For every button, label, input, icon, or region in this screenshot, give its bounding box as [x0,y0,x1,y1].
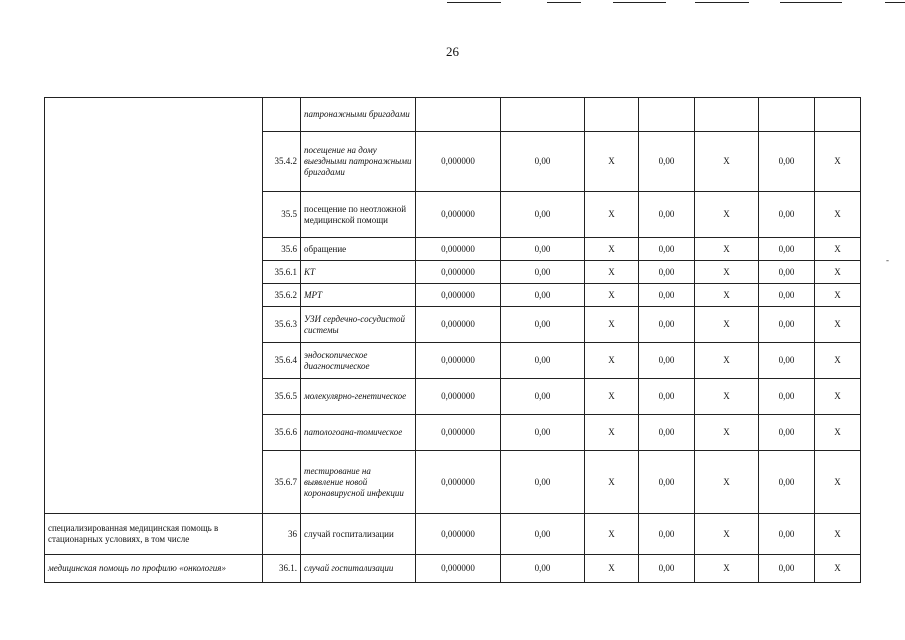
value-cell: 0,00 [501,307,585,343]
unit-name: случай госпитализации [301,555,416,583]
unit-name: обращение [301,238,416,261]
value-cell: X [815,261,861,284]
value-cell: 0,00 [639,307,695,343]
row-number: 35.6.3 [263,307,301,343]
value-cell: 0,00 [639,192,695,238]
page-number: 26 [446,44,459,59]
value-cell: 0,00 [759,379,815,415]
row-number: 35.4.2 [263,132,301,192]
value-cell: X [585,415,639,451]
value-cell: X [815,343,861,379]
value-cell: X [585,192,639,238]
row-number: 36 [263,514,301,555]
unit-name: случай госпитализации [301,514,416,555]
value-cell: X [585,307,639,343]
value-cell: X [695,261,759,284]
value-cell: 0,000000 [416,132,501,192]
value-cell: X [695,238,759,261]
row-number: 35.6.1 [263,261,301,284]
header-rule-2 [547,2,581,3]
value-cell: X [585,238,639,261]
value-cell: 0,00 [639,379,695,415]
value-cell: 0,00 [759,307,815,343]
value-cell: X [585,379,639,415]
value-cell: 0,00 [639,555,695,583]
value-cell [501,98,585,132]
value-cell: 0,000000 [416,555,501,583]
row-number: 35.6.2 [263,284,301,307]
value-cell: 0,000000 [416,307,501,343]
table-row [45,555,861,583]
value-cell: X [585,284,639,307]
value-cell: X [815,132,861,192]
value-cell: 0,00 [639,238,695,261]
value-cell: X [695,415,759,451]
unit-name: эндоскопическое диагностическое [301,343,416,379]
value-cell: X [695,514,759,555]
value-cell: 0,000000 [416,415,501,451]
value-cell: 0,00 [639,451,695,514]
row-number: 35.6.6 [263,415,301,451]
value-cell: X [815,415,861,451]
value-cell: 0,000000 [416,261,501,284]
row-number: 35.6.5 [263,379,301,415]
header-rule-5 [780,2,842,3]
unit-name: КТ [301,261,416,284]
value-cell [639,98,695,132]
value-cell: X [815,192,861,238]
category-cell: специализированная медицинская помощь в стационарных условиях, в том числе [45,514,263,555]
row-number [263,98,301,132]
value-cell: X [695,132,759,192]
unit-name: УЗИ сердечно-сосудистой системы [301,307,416,343]
value-cell: X [585,261,639,284]
header-rule-6 [885,2,905,3]
value-cell: 0,00 [759,555,815,583]
value-cell: X [695,343,759,379]
row-number: 36.1. [263,555,301,583]
unit-name: молекулярно-генетическое [301,379,416,415]
row-number: 35.6 [263,238,301,261]
unit-name: тестирование на выявление новой коронавирусной инфекции [301,451,416,514]
table-row [45,98,861,132]
value-cell: 0,00 [501,284,585,307]
value-cell: X [695,451,759,514]
value-cell: X [695,379,759,415]
value-cell: 0,000000 [416,343,501,379]
value-cell: 0,00 [501,451,585,514]
header-rule-4 [695,2,749,3]
value-cell: X [585,451,639,514]
margin-mark: ‐ [886,255,889,265]
value-cell: 0,00 [501,415,585,451]
value-cell: 0,00 [759,132,815,192]
value-cell: 0,00 [639,415,695,451]
value-cell: 0,00 [759,261,815,284]
value-cell: 0,00 [759,238,815,261]
unit-name: патологоана-томическое [301,415,416,451]
value-cell: 0,00 [759,192,815,238]
value-cell: 0,00 [501,192,585,238]
value-cell: 0,000000 [416,284,501,307]
value-cell: 0,00 [759,514,815,555]
value-cell: X [815,514,861,555]
value-cell [695,98,759,132]
value-cell: 0,000000 [416,192,501,238]
value-cell: 0,00 [501,132,585,192]
value-cell [815,98,861,132]
value-cell: 0,00 [639,343,695,379]
value-cell [585,98,639,132]
value-cell [759,98,815,132]
value-cell: 0,000000 [416,514,501,555]
value-cell: X [815,307,861,343]
row-number: 35.5 [263,192,301,238]
value-cell: 0,00 [639,284,695,307]
row-number: 35.6.4 [263,343,301,379]
value-cell [416,98,501,132]
row-number: 35.6.7 [263,451,301,514]
value-cell: 0,00 [759,343,815,379]
value-cell: X [815,555,861,583]
category-cell-empty [45,98,263,514]
value-cell: X [815,284,861,307]
value-cell: 0,00 [759,415,815,451]
value-cell: 0,00 [639,261,695,284]
unit-name: посещение на дому выездными патронажными бригадами [301,132,416,192]
value-cell: X [585,132,639,192]
value-cell: X [695,284,759,307]
value-cell: X [695,192,759,238]
header-rule-1 [447,2,501,3]
value-cell: 0,00 [639,514,695,555]
value-cell: 0,00 [501,555,585,583]
value-cell: 0,00 [501,238,585,261]
unit-name: МРТ [301,284,416,307]
value-cell: X [585,343,639,379]
data-table [44,97,861,583]
value-cell: X [815,238,861,261]
unit-name: патронажными бригадами [301,98,416,132]
value-cell: 0,00 [639,132,695,192]
value-cell: X [585,555,639,583]
value-cell: 0,000000 [416,451,501,514]
unit-name: посещение по неотложной медицинской помощи [301,192,416,238]
value-cell: 0,00 [501,379,585,415]
category-cell: медицинская помощь по профилю «онкология» [45,555,263,583]
value-cell: X [695,555,759,583]
header-rule-3 [613,2,666,3]
table-row [45,514,861,555]
value-cell: 0,00 [501,261,585,284]
value-cell: 0,00 [759,284,815,307]
value-cell: X [585,514,639,555]
value-cell: 0,00 [501,343,585,379]
value-cell: X [815,451,861,514]
value-cell: 0,000000 [416,238,501,261]
value-cell: 0,00 [759,451,815,514]
value-cell: X [695,307,759,343]
value-cell: 0,00 [501,514,585,555]
value-cell: X [815,379,861,415]
value-cell: 0,000000 [416,379,501,415]
